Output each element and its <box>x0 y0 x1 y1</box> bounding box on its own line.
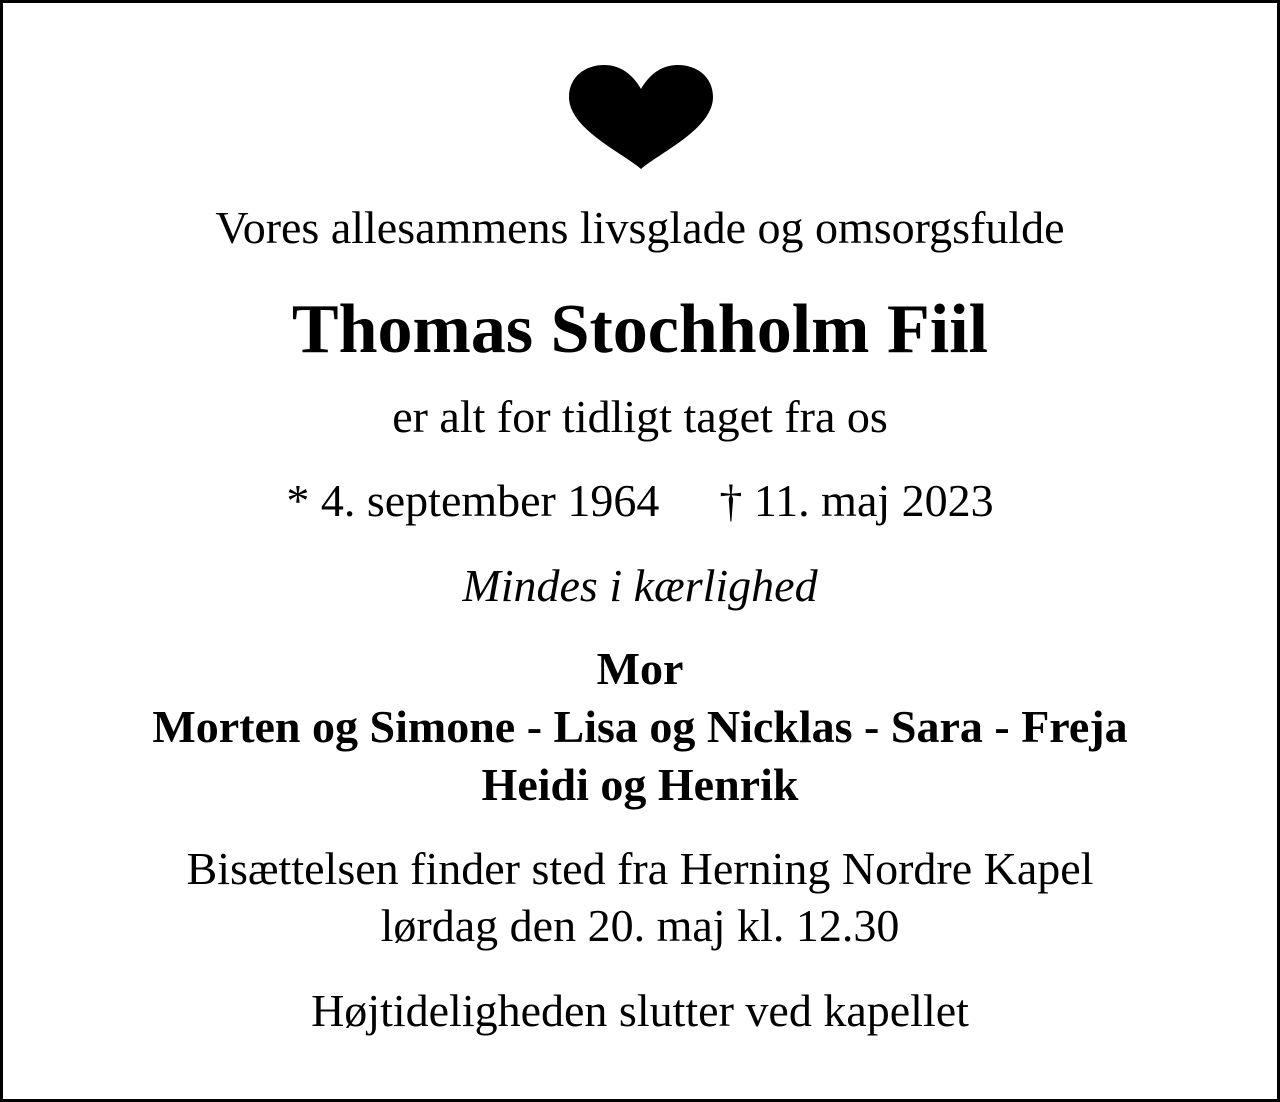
intro-text: Vores allesammens livsglade og omsorgsfulde <box>215 202 1065 253</box>
closing-text: Højtideligheden slutter ved kapellet <box>311 985 969 1036</box>
signature-line: Morten og Simone - Lisa og Nicklas - Sara - Freja <box>152 701 1128 752</box>
death-date: † 11. maj 2023 <box>719 475 994 526</box>
signature-line: Mor <box>596 643 684 694</box>
deceased-name: Thomas Stochholm Fiil <box>291 291 989 368</box>
life-dates <box>0 473 1280 529</box>
funeral-location: Bisættelsen finder sted fra Herning Nordre Kapel <box>186 843 1094 894</box>
birth-date: * 4. september 1964 <box>286 475 660 526</box>
heart-icon <box>565 63 717 171</box>
subline-text: er alt for tidligt taget fra os <box>392 391 888 442</box>
signature-line: Heidi og Henrik <box>481 759 799 810</box>
funeral-time: lørdag den 20. maj kl. 12.30 <box>380 900 900 951</box>
memory-text: Mindes i kærlighed <box>462 560 818 611</box>
